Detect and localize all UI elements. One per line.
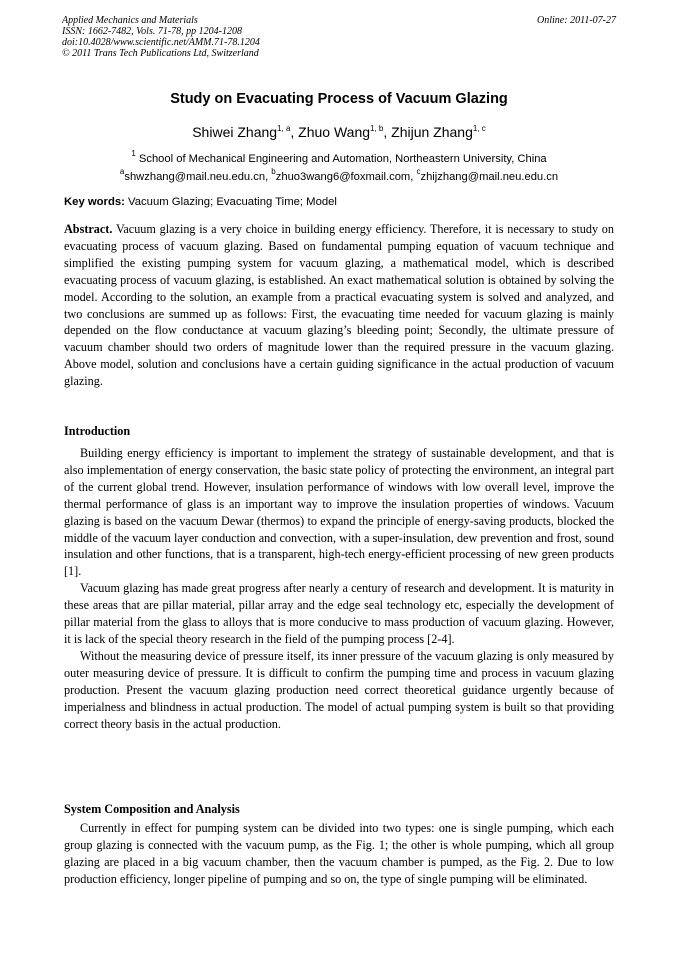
email-address: zhijzhang@mail.neu.edu.cn: [420, 171, 559, 183]
copyright-line: © 2011 Trans Tech Publications Ltd, Switzerland: [62, 48, 259, 59]
author-separator: ,: [290, 124, 299, 140]
email-mark: b: [271, 167, 276, 176]
email-mark: c: [416, 167, 421, 176]
email-list: [0, 167, 678, 183]
system-heading: System Composition and Analysis: [64, 802, 240, 816]
abstract: [64, 221, 614, 390]
affiliation-text: School of Mechanical Engineering and Automation, Northeastern University, China: [135, 153, 547, 165]
abstract-label: Abstract.: [64, 222, 113, 236]
doi-line: doi:10.4028/www.scientific.net/AMM.71-78.1204: [62, 37, 260, 48]
paragraph: Building energy efficiency is important to implement the strategy of sustainable development, and that is also implementation of energy conservation, the basic state policy of protecting the environment, an integral part of the current global trend. However, insulation performance of windows with low overall level, improve the thermal performance of glass is an important way to improve the insulation properties of windows. Vacuum glazing is based on the vacuum Dewar (thermos) to expand the principle of energy-saving products, blocked the middle of the vacuum layer conduction and convection, with a super-insulation, dew prevention and frost, sound insulation and other functions, that is a transparent, high-tech energy-efficient processing of new green products [1].: [64, 446, 614, 579]
author-affiliation-mark: 1, b: [370, 124, 384, 133]
introduction-body: [64, 445, 614, 732]
email-address: shwzhang@mail.neu.edu.cn: [124, 171, 266, 183]
abstract-text: Vacuum glazing is a very choice in building energy efficiency. Therefore, it is necessary to study on evacuating process of vacuum glazing. Based on fundamental pumping equation of vacuum technique and simplified the existing pumping system for vacuum glazing, a mathematical model, which is described evacuating process of vacuum glazing, is established. An exact mathematical solution is obtained by solving the model. According to the solution, an example from a practical evacuating system is solved and analyzed, and two conclusions are summed up as follows: First, the evacuating time needed for vacuum glazing is mainly depended on the flow conductance at vacuum glazing’s bleeding point; Secondly, the ultimate pressure of vacuum chamber should two orders of magnitude lower than the required pressure in the vacuum glazing. Above model, solution and conclusions have a certain guiding significance in the actual production of vacuum glazing.: [64, 222, 614, 389]
email-mark: a: [119, 167, 125, 176]
paragraph: Currently in effect for pumping system can be divided into two types: one is single pumping, which each group glazing is connected with the vacuum pump, as the Fig. 1; the other is whole pumping, which all group glazing are placed in a big vacuum chamber, then the vacuum chamber is pumped, as the Fig. 2. Due to low production efficiency, longer pipeline of pumping and so on, the type of single pumping will be eliminated.: [64, 821, 614, 886]
author-affiliation-mark: 1, c: [472, 124, 486, 133]
issn-line: ISSN: 1662-7482, Vols. 71-78, pp 1204-1208: [62, 26, 242, 37]
email-separator: ,: [265, 171, 272, 183]
paragraph: Without the measuring device of pressure itself, its inner pressure of the vacuum glazing is only measured by outer measuring device of pressure. It is difficult to confirm the pumping time and process in vacuum glazing production. Present the vacuum glazing production need correct theoretical guidance urgently because of imperialness and blindness in actual production. The model of actual pumping system is built so that providing correct theory basis in the actual production.: [64, 648, 614, 731]
email-address: zhuo3wang6@foxmail.com: [275, 171, 411, 183]
affiliation: [0, 149, 678, 165]
author-list: [0, 124, 678, 140]
journal-header: [62, 15, 616, 59]
author-name: Zhuo Wang: [298, 124, 371, 140]
affiliation-mark: 1: [131, 149, 136, 158]
keywords-text: Vacuum Glazing; Evacuating Time; Model: [124, 196, 337, 208]
author-separator: ,: [383, 124, 392, 140]
keywords-label: Key words:: [64, 196, 125, 208]
paragraph: Vacuum glazing has made great progress after nearly a century of research and development. It is maturity in these areas that are pillar material, pillar array and the edge seal technology etc, especially the development of pillar material from the glass to alloys that is more conducive to mass production of vacuum glazing. However, it is lack of the special theory research in the field of the pumping process [2-4].: [64, 581, 614, 646]
introduction-heading: Introduction: [64, 424, 131, 438]
online-date: Online: 2011-07-27: [537, 15, 616, 26]
keywords: [64, 196, 614, 208]
paper-title: Study on Evacuating Process of Vacuum Glazing: [170, 91, 508, 107]
author-affiliation-mark: 1, a: [277, 124, 291, 133]
system-body: [64, 820, 614, 888]
author-name: Shiwei Zhang: [192, 124, 278, 140]
author-name: Zhijun Zhang: [391, 124, 473, 140]
email-separator: ,: [410, 171, 417, 183]
journal-name: Applied Mechanics and Materials: [62, 15, 198, 26]
